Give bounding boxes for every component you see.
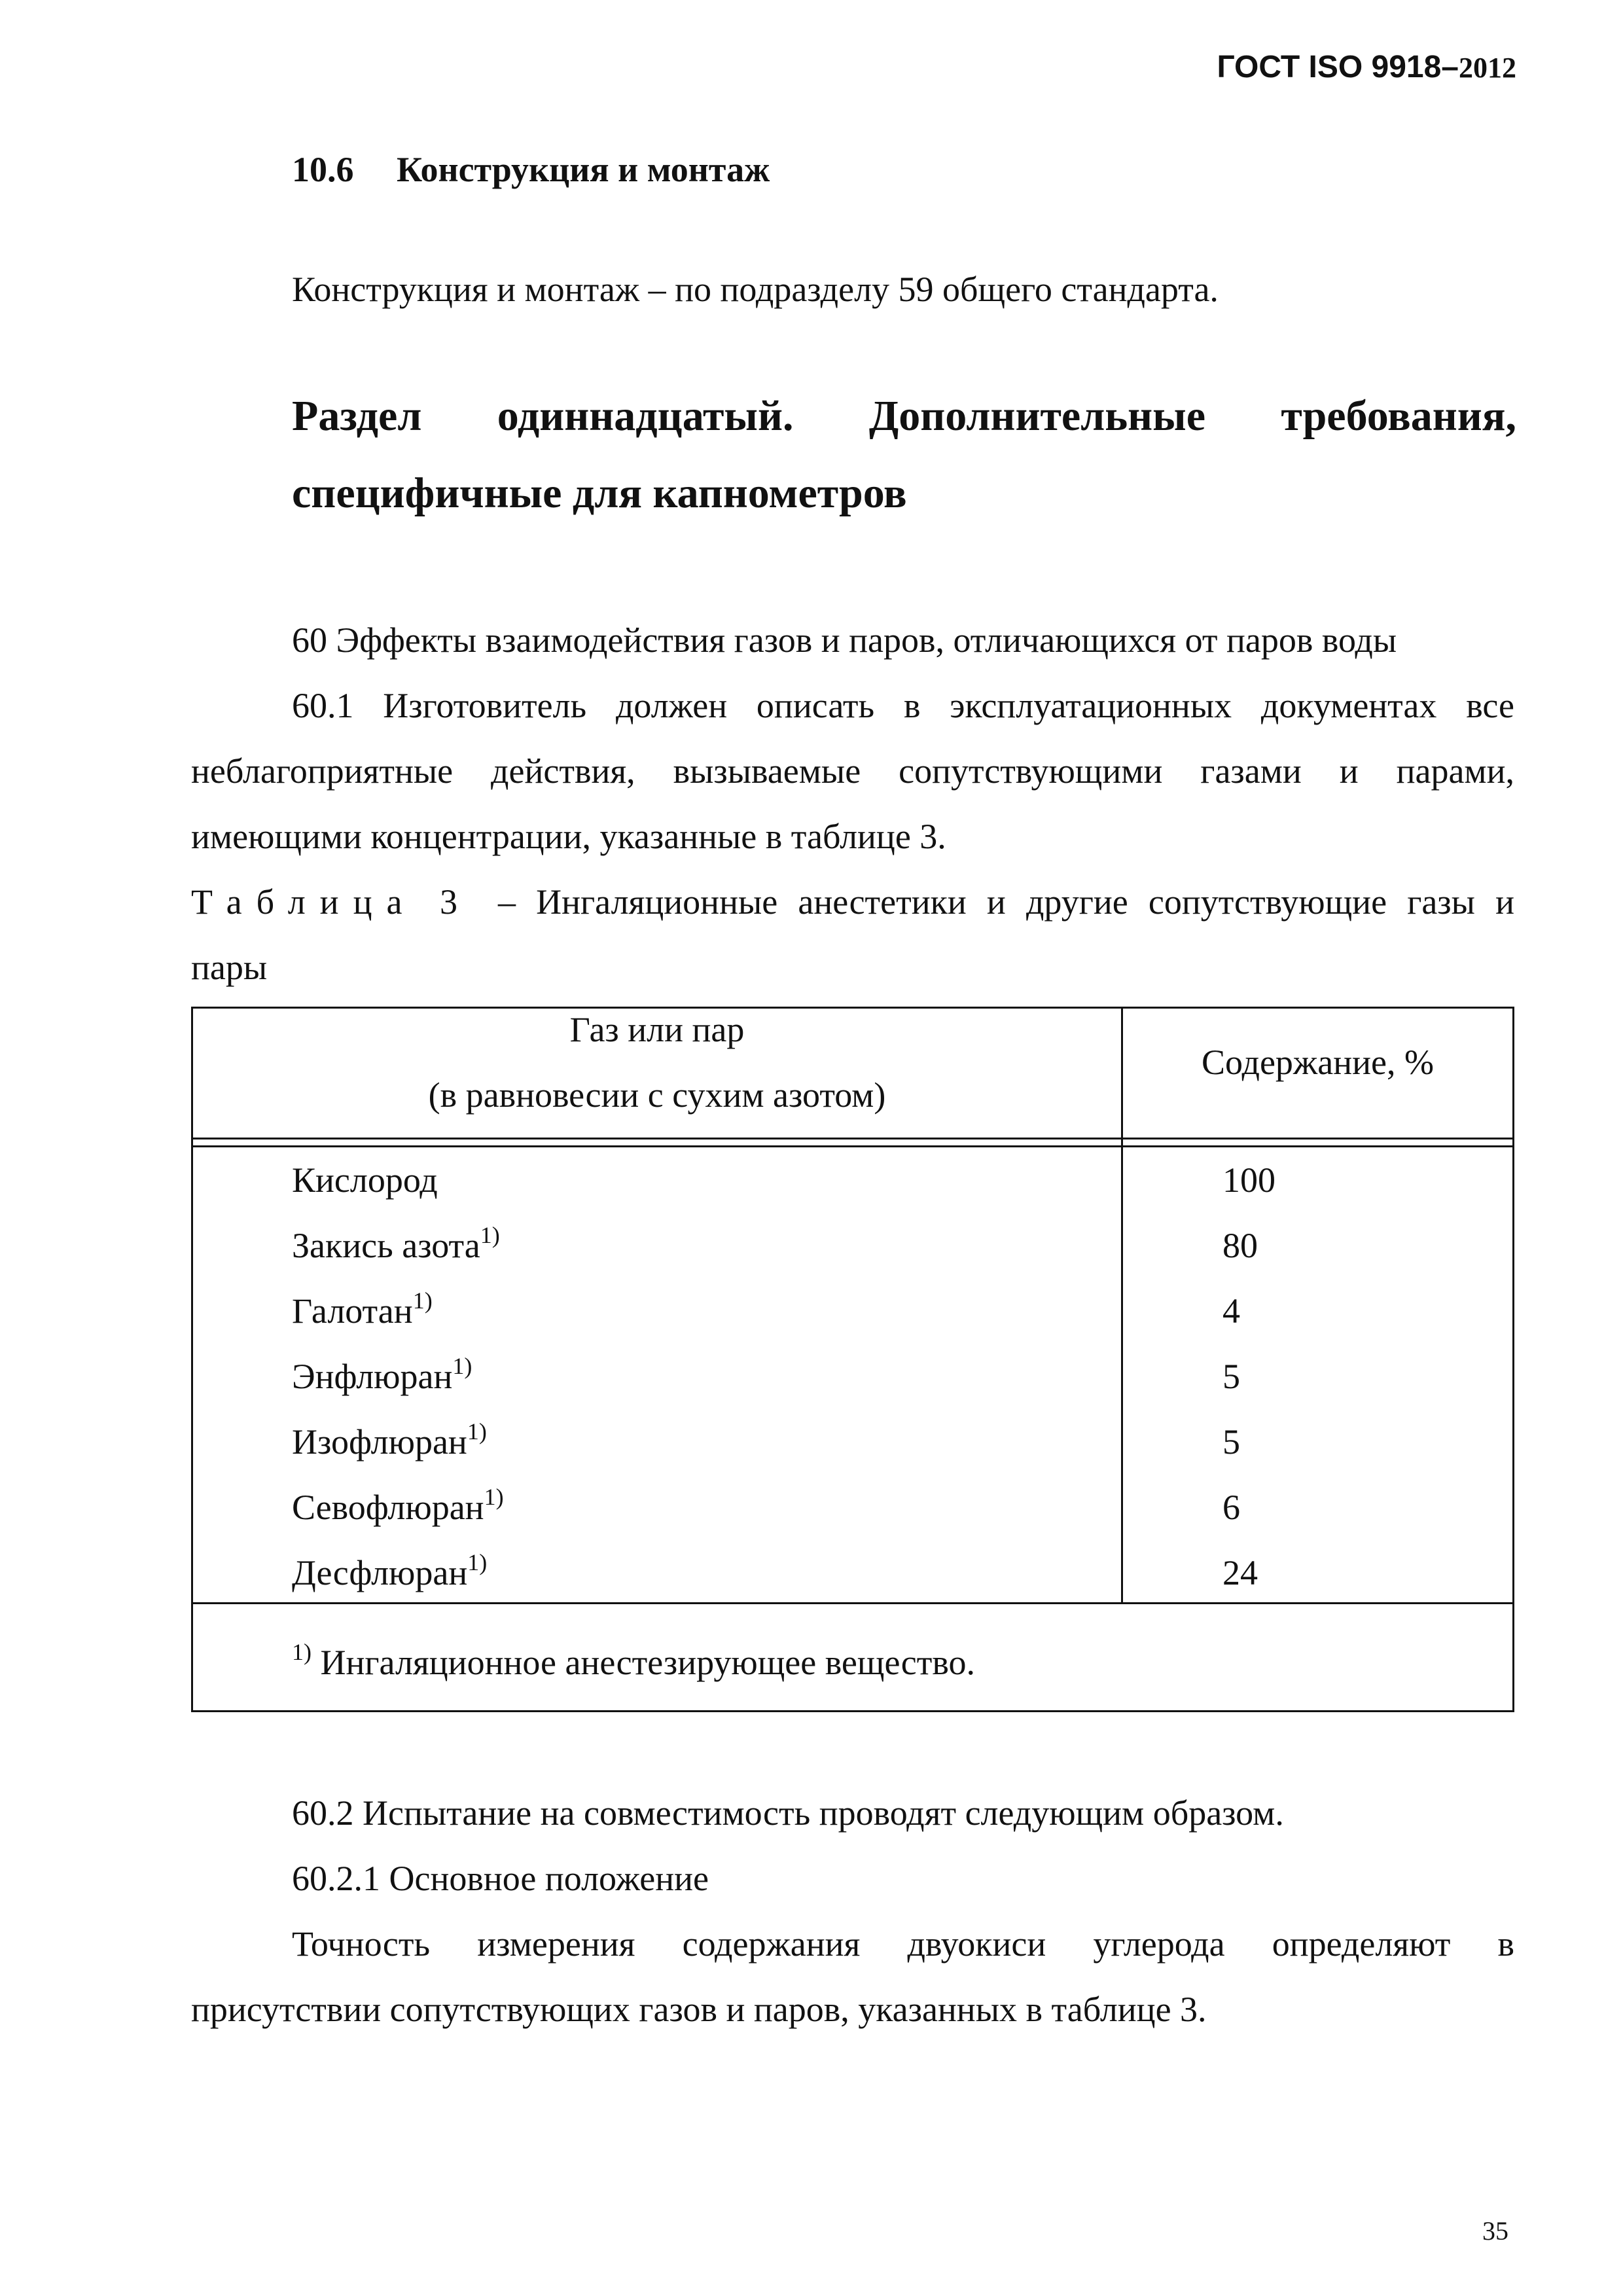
table-value-column xyxy=(1222,1147,1275,1605)
gas-name: Галотан xyxy=(292,1291,413,1331)
table-row-gas xyxy=(292,1409,504,1475)
document-year: 2012 xyxy=(1459,52,1516,84)
gas-name: Кислород xyxy=(292,1160,438,1200)
table-row-value: 100 xyxy=(1222,1160,1275,1200)
section-word-4: требования, xyxy=(1281,392,1516,440)
document-code-dash: – xyxy=(1441,50,1459,84)
section-word-2: одиннадцатый. xyxy=(497,392,794,440)
document-code xyxy=(1217,49,1516,85)
clause-60-2-1-line1: Точность измерения содержания двуокиси углерода определяют в xyxy=(292,1924,1514,1964)
gas-name: Изофлюран xyxy=(292,1422,467,1462)
table-caption-line2: пары xyxy=(191,948,268,987)
table-header-gas-line2: (в равновесии с сухим азотом) xyxy=(428,1075,886,1115)
table-row-gas xyxy=(292,1147,504,1213)
clause-60-1-line2: неблагоприятные действия, вызываемые сопутствующими газами и парами, xyxy=(191,751,1514,791)
table-column-divider xyxy=(1121,1007,1123,1604)
gas-name: Десфлюран xyxy=(292,1553,468,1592)
gas-name: Энфлюран xyxy=(292,1357,453,1396)
clause-60-2: 60.2 Испытание на совместимость проводят следующим образом. xyxy=(292,1793,1284,1833)
table-row-value: 5 xyxy=(1222,1422,1240,1462)
subsection-heading xyxy=(292,149,770,190)
gas-footnote-mark: 1) xyxy=(480,1222,500,1248)
document-code-text: ГОСТ ISO 9918 xyxy=(1217,50,1442,84)
table-caption-text: – Ингаляционные анестетики и другие сопутствующие газы и xyxy=(497,882,1514,922)
table-row-gas xyxy=(292,1475,504,1540)
table-row-gas xyxy=(292,1278,504,1344)
page-number: 35 xyxy=(1482,2216,1508,2246)
gas-name: Закись азота xyxy=(292,1226,480,1265)
table-row-value: 80 xyxy=(1222,1226,1258,1265)
table-footnote xyxy=(292,1630,975,1695)
gas-footnote-mark: 1) xyxy=(467,1418,487,1444)
table-caption xyxy=(191,869,1514,935)
table-header-rule-top xyxy=(191,1138,1514,1139)
table-header-content: Содержание, % xyxy=(1202,1043,1434,1082)
table-footnote-text: Ингаляционное анестезирующее вещество. xyxy=(320,1643,975,1682)
table-header-gas-line1: Газ или пар xyxy=(569,1010,745,1049)
section-heading-line2: специфичные для капнометров xyxy=(292,469,907,517)
subsection-number: 10.6 xyxy=(292,150,354,189)
subsection-title: Конструкция и монтаж xyxy=(397,150,770,189)
gas-name: Севофлюран xyxy=(292,1488,484,1527)
table-row-value: 5 xyxy=(1222,1357,1240,1396)
clause-60-1-line1: 60.1 Изготовитель должен описать в эксплуатационных документах все xyxy=(292,686,1514,725)
clause-60-title: 60 Эффекты взаимодействия газов и паров, отличающихся от паров воды xyxy=(292,620,1397,660)
table-row-gas xyxy=(292,1213,504,1278)
table-row-value: 6 xyxy=(1222,1488,1240,1527)
table-row-value: 4 xyxy=(1222,1291,1240,1331)
table-row-gas xyxy=(292,1344,504,1409)
table-row-gas xyxy=(292,1540,504,1605)
section-word-3: Дополнительные xyxy=(868,392,1205,440)
gas-footnote-mark: 1) xyxy=(452,1353,473,1379)
table-row-value: 24 xyxy=(1222,1553,1258,1592)
clause-60-2-1-title: 60.2.1 Основное положение xyxy=(292,1859,709,1898)
clause-60-1-line3: имеющими концентрации, указанные в таблице 3. xyxy=(191,817,946,856)
table-footnote-mark: 1) xyxy=(292,1639,312,1665)
gas-footnote-mark: 1) xyxy=(467,1549,488,1575)
table-gas-column xyxy=(292,1147,504,1605)
table-caption-label: Таблица 3 xyxy=(191,882,472,922)
section-heading-line1 xyxy=(292,391,1516,441)
subsection-text: Конструкция и монтаж – по подразделу 59 общего стандарта. xyxy=(292,270,1219,309)
clause-60-2-1-line2: присутствии сопутствующих газов и паров, указанных в таблице 3. xyxy=(191,1990,1207,2029)
gas-footnote-mark: 1) xyxy=(412,1287,433,1314)
gas-footnote-mark: 1) xyxy=(484,1484,504,1510)
section-word-1: Раздел xyxy=(292,392,422,440)
